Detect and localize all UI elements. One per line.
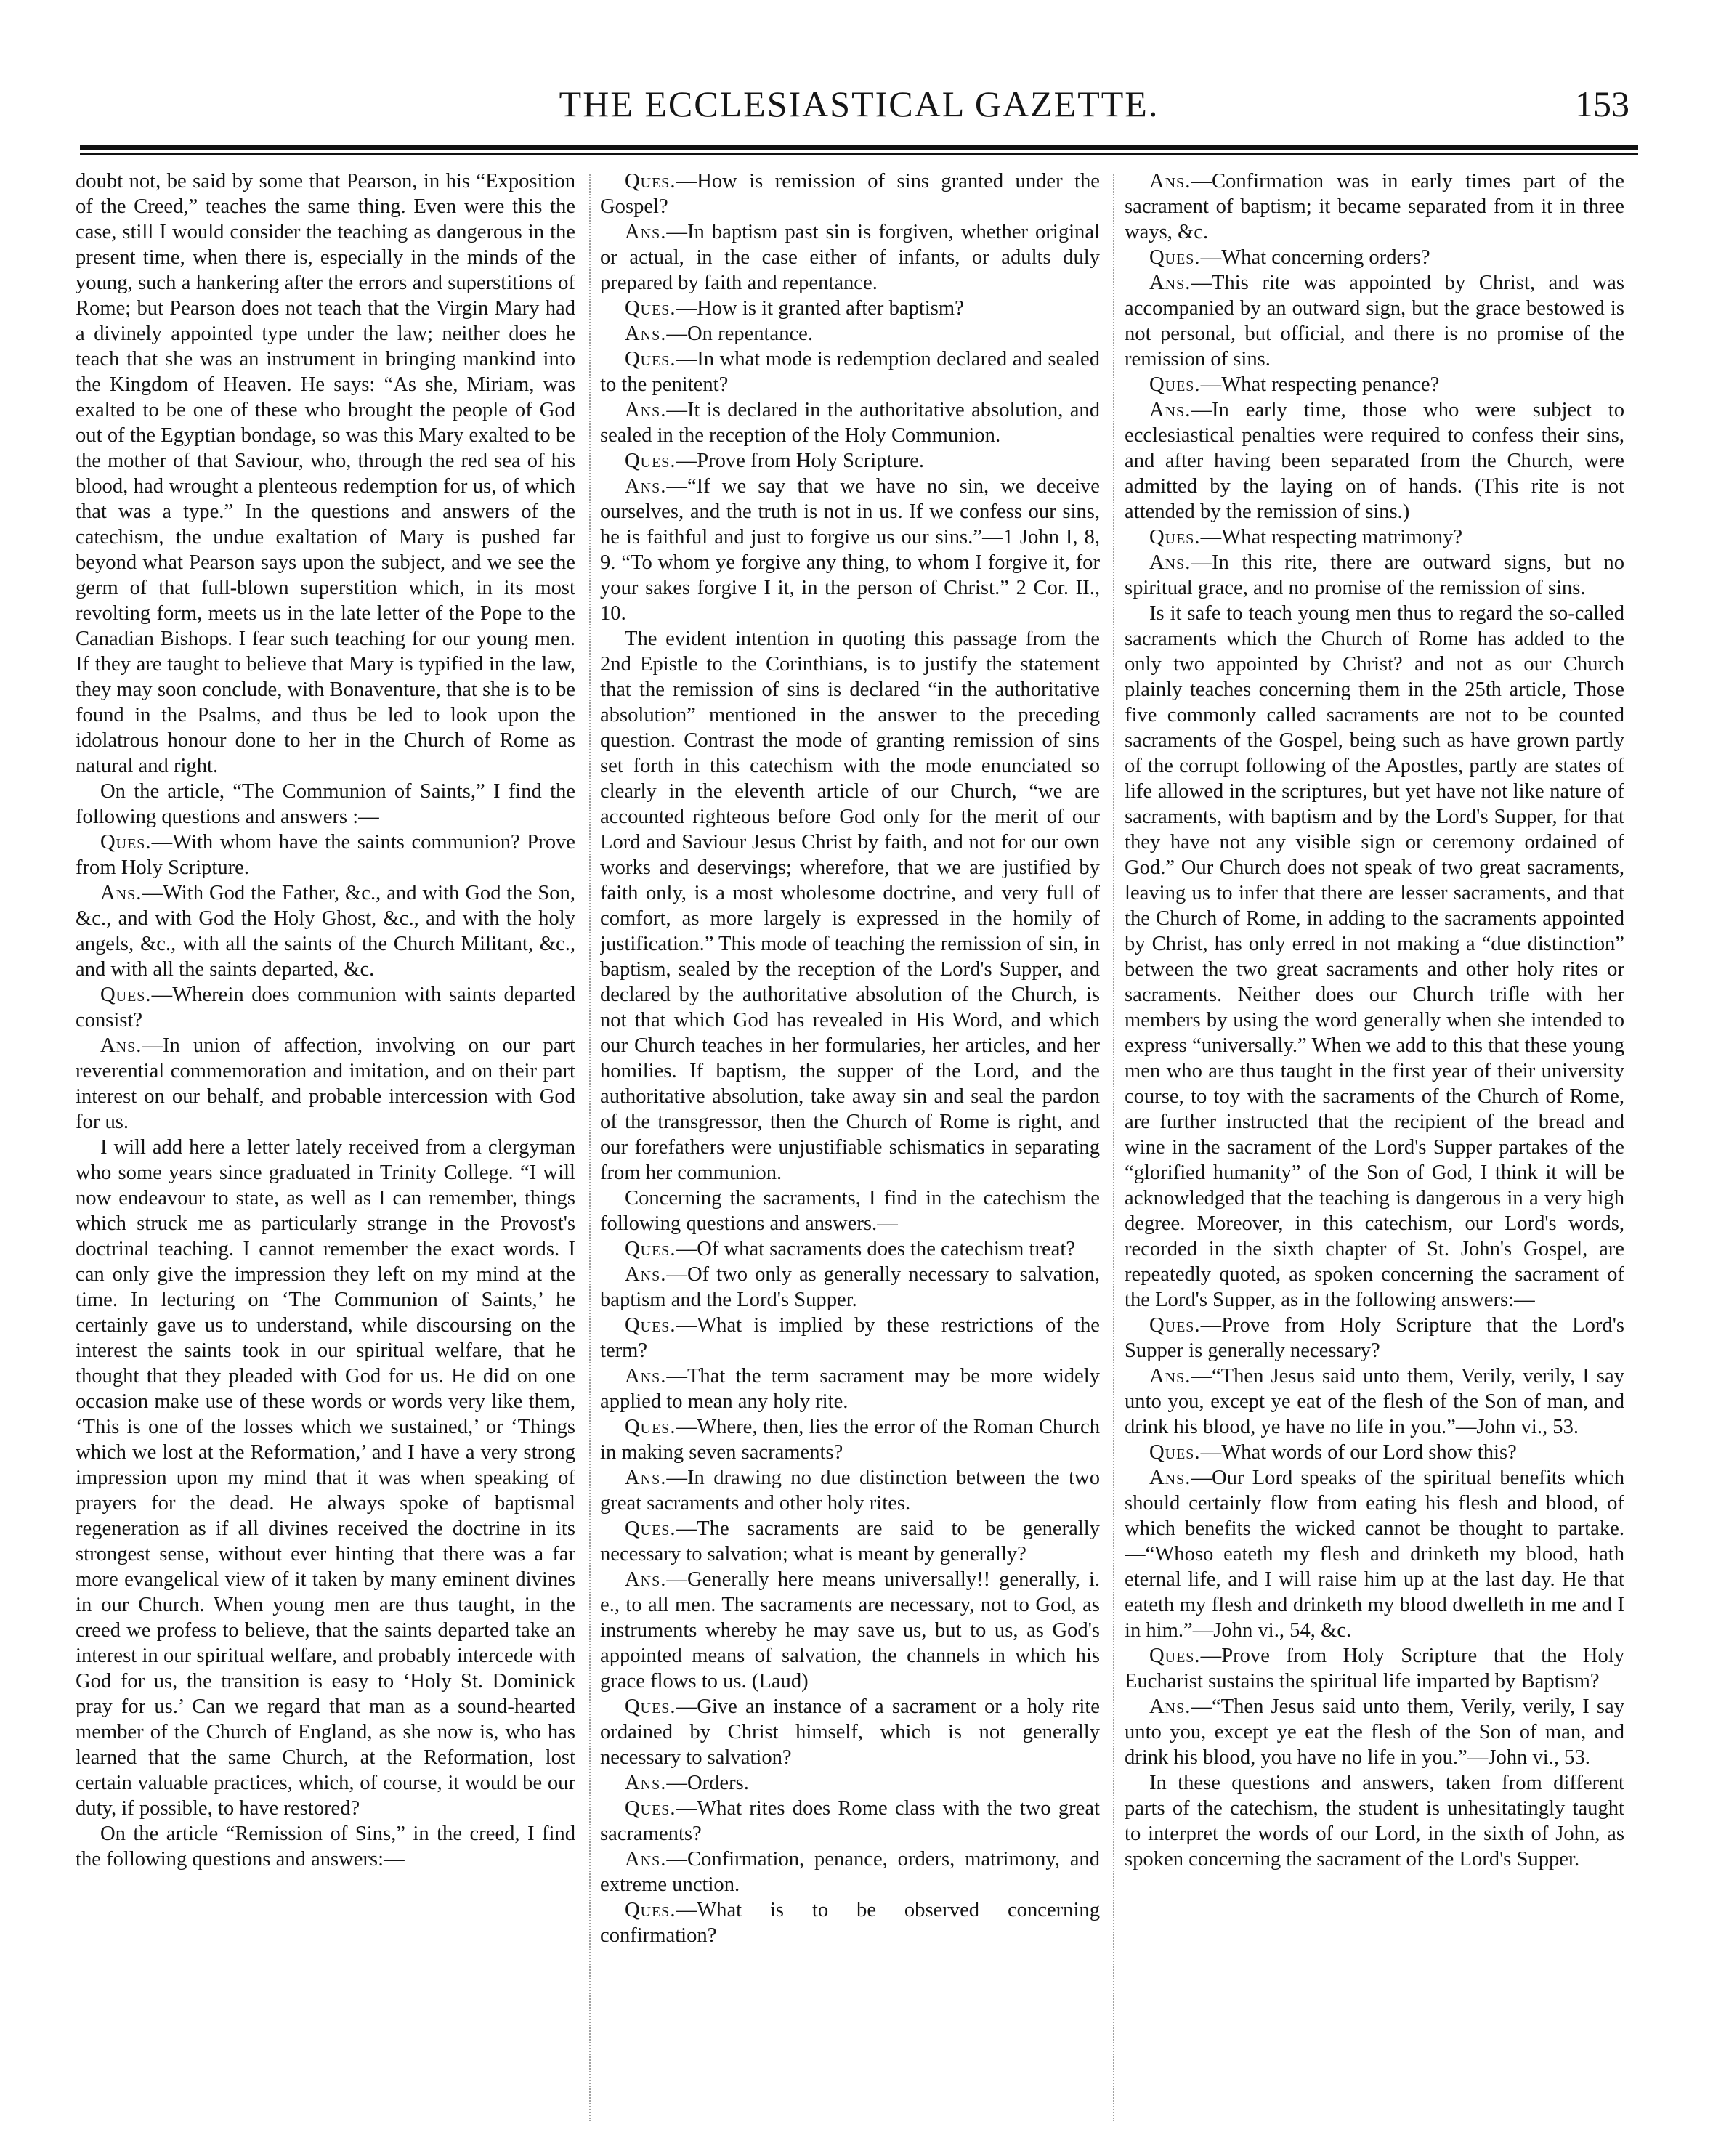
speaker-label: Ans. [625, 1848, 667, 1871]
speaker-label: Ques. [625, 297, 676, 320]
speaker-label: Ans. [1149, 1467, 1191, 1489]
paragraph-text: —How is it granted after baptism? [676, 297, 964, 320]
paragraph-text: —This rite was appointed by Christ, and was accompanied by an outward sign, but the grace bestowed is not personal, but official, and there is no promise of the remission of sins. [1125, 272, 1624, 370]
answer-paragraph [1125, 397, 1624, 524]
speaker-label: Ques. [625, 348, 676, 370]
speaker-label: Ques. [625, 450, 676, 472]
paragraph-text: —In drawing no due distinction between the two great sacraments and other holy rites. [600, 1467, 1100, 1515]
column-divider [1113, 174, 1114, 2121]
paragraph-text: In these questions and answers, taken from different parts of the catechism, the student is unhesitatingly taught to interpret the words of our Lord, in the sixth of John, as spoken concerning the sacrament of the Lord's Supper. [1125, 1772, 1624, 1871]
paragraph-text: On the article, “The Communion of Saints,” I find the following questions and answers :— [76, 780, 575, 828]
paragraph-text: —What respecting penance? [1200, 373, 1440, 396]
paragraph-text: —“Then Jesus said unto them, Verily, verily, I say unto you, except ye eat of the flesh of the Son of man, and drink his blood, ye have no life in you.”—John vi., 53. [1125, 1365, 1624, 1438]
paragraph-text: —Generally here means universally!! generally, i. e., to all men. The sacraments are necessary, not to God, as instruments whereby he may save us, but to us, as God's appointed means of salvation, the channels in which his grace flows to us. (Laud) [600, 1568, 1100, 1693]
paragraph-text: —Prove from Holy Scripture. [676, 450, 925, 472]
page-header [80, 78, 1638, 139]
speaker-label: Ans. [625, 475, 667, 498]
paragraph-text: —Of two only as generally necessary to salvation, baptism and the Lord's Supper. [600, 1263, 1100, 1311]
paragraph-text: —What is implied by these restrictions of the term? [600, 1314, 1100, 1362]
speaker-label: Ans. [625, 323, 667, 345]
question-paragraph [600, 448, 1100, 474]
answer-paragraph [600, 1847, 1100, 1897]
answer-paragraph [600, 1363, 1100, 1414]
question-paragraph [1125, 1440, 1624, 1465]
answer-paragraph [76, 1033, 575, 1135]
paragraph-text: —On repentance. [666, 323, 814, 345]
answer-paragraph [76, 880, 575, 982]
paragraph-text: Is it safe to teach young men thus to regard the so-called sacraments which the Church of Rome has added to the only two appointed by Christ? and not as our Church plainly teaches concerning them in the 25th article, Those five commonly called sacraments are not to be counted sacraments of the Gospel, being such as have grown partly of the corrupt following of the Apostles, partly are states of life allowed in the scriptures, but yet have not like nature of sacraments, with baptism and by the Lord's Supper, for that they have not any visible sign or ceremony ordained of God.” Our Church does not speak of two great sacraments, leaving us to infer that there are lesser sacraments, and that the Church of Rome, in adding to the sacraments appointed by Christ, has only erred in not making a “due distinction” between the two great sacraments and other holy rites or sacraments. Neither does our Church trifle with her members by using the word generally when she intended to express “universally.” When we add to this that these young men who are thus taught in the first year of their university course, to toy with the sacraments of the Church of Rome, are further instructed that the recipient of the bread and wine in the sacrament of the Lord's Supper partakes of the “glorified humanity” of the Son of God, I think it will be acknowledged that the teaching is dangerous in a very high degree. Moreover, in this catechism, our Lord's words, recorded in the sixth chapter of St. John's Gospel, are repeatedly quoted, as spoken concerning the sacrament of the Lord's Supper, as in the following answers:— [1125, 602, 1624, 1311]
speaker-label: Ques. [1149, 246, 1201, 269]
paragraph-text: —Wherein does communion with saints departed consist? [76, 984, 575, 1032]
speaker-label: Ans. [625, 221, 667, 243]
paragraph-text: —What respecting matrimony? [1200, 526, 1463, 548]
body-paragraph [1125, 1770, 1624, 1872]
paragraph-text: —Prove from Holy Scripture that the Lord's Supper is generally necessary? [1125, 1314, 1624, 1362]
masthead-title: THE ECCLESIASTICAL GAZETTE. [559, 84, 1159, 124]
answer-paragraph [600, 1465, 1100, 1516]
paragraph-text: —In union of affection, involving on our part reverential commemoration and imitation, and on their part interest on our behalf, and probable intercession with God for us. [76, 1034, 575, 1133]
body-paragraph [76, 169, 575, 779]
answer-paragraph [600, 1770, 1100, 1796]
paragraph-text: —In early time, those who were subject to ecclesiastical penalties were required to confess their sins, and after having been separated from the Church, were admitted by the laying on of hands. (This rite is not attended by the remission of sins.) [1125, 399, 1624, 523]
question-paragraph [1125, 524, 1624, 550]
paragraph-text: —“If we say that we have no sin, we deceive ourselves, and the truth is not in us. If we confess our sins, he is faithful and just to forgive us our sins.”—1 John I, 8, 9. “To whom ye forgive any thing, to whom I forgive it, for your sakes forgive I it, in the person of Christ.” 2 Cor. II., 10. [600, 475, 1100, 625]
answer-paragraph [1125, 1465, 1624, 1643]
question-paragraph [76, 830, 575, 880]
question-paragraph [600, 1516, 1100, 1567]
speaker-label: Ans. [625, 1467, 667, 1489]
paragraph-text: —What words of our Lord show this? [1200, 1441, 1517, 1464]
body-paragraph [76, 1821, 575, 1872]
speaker-label: Ans. [625, 399, 667, 421]
paragraph-text: —Of what sacraments does the catechism treat? [676, 1238, 1076, 1260]
speaker-label: Ans. [1149, 1365, 1191, 1387]
paragraph-text: —That the term sacrament may be more widely applied to mean any holy rite. [600, 1365, 1100, 1413]
speaker-label: Ques. [1149, 1314, 1201, 1337]
answer-paragraph [600, 321, 1100, 346]
speaker-label: Ques. [625, 170, 676, 192]
question-paragraph [600, 1414, 1100, 1465]
column-divider [589, 174, 591, 2121]
speaker-label: Ques. [1149, 373, 1201, 396]
answer-paragraph [600, 219, 1100, 296]
text-column-left [76, 169, 575, 2130]
question-paragraph [1125, 1643, 1624, 1694]
page-number: 153 [1575, 84, 1629, 124]
question-paragraph [76, 982, 575, 1033]
body-paragraph [600, 626, 1100, 1186]
body-paragraph [76, 1135, 575, 1821]
paragraph-text: —How is remission of sins granted under the Gospel? [600, 170, 1100, 218]
speaker-label: Ques. [1149, 526, 1201, 548]
paragraph-text: On the article “Remission of Sins,” in the creed, I find the following questions and answers:— [76, 1823, 575, 1871]
question-paragraph [1125, 245, 1624, 270]
speaker-label: Ques. [100, 984, 152, 1006]
answer-paragraph [600, 1567, 1100, 1694]
body-paragraph [76, 779, 575, 830]
paragraph-text: —With whom have the saints communion? Prove from Holy Scripture. [76, 831, 575, 879]
question-paragraph [600, 1236, 1100, 1262]
speaker-label: Ans. [100, 882, 142, 904]
paragraph-text: I will add here a letter lately received from a clergyman who some years since graduated in Trinity College. “I will now endeavour to state, as well as I can remember, things which struck me as particularly strange in the Provost's doctrinal teaching. I cannot remember the exact words. I can only give the impression they left on my mind at the time. In lecturing on ‘The Communion of Saints,’ he certainly gave us to understand, while discoursing on the interest the saints took in our spiritual welfare, that he thought that they pleaded with God for us. He did on one occasion make use of these words or words very like them, ‘This is one of the losses which we sustained,’ or ‘Things which we lost at the Reformation,’ and I have a very strong impression upon my mind that it was when speaking of prayers for the dead. He always spoke of baptismal regeneration as if all divines received the doctrine in its strongest sense, without ever hinting that there was a far more evangelical view of it taken by many eminent divines in our Church. When young men are thus taught, in the creed we profess to believe, that the saints departed take an interest in our spiritual welfare, and probably intercede with God for us, the transition is easy to ‘Holy St. Dominick pray for us.’ Can we regard that man as a sound-hearted member of the Church of England, as she now is, who has learned that the same Church, at the Reformation, lost certain valuable practices, which, of course, it would be our duty, if possible, to have restored? [76, 1136, 575, 1820]
paragraph-text: Concerning the sacraments, I find in the catechism the following questions and answers.— [600, 1187, 1100, 1235]
question-paragraph [600, 296, 1100, 321]
paragraph-text: —In this rite, there are outward signs, but no spiritual grace, and no promise of the remission of sins. [1125, 551, 1624, 599]
paragraph-text: —What rites does Rome class with the two great sacraments? [600, 1797, 1100, 1845]
speaker-label: Ques. [625, 1695, 676, 1718]
question-paragraph [600, 1694, 1100, 1770]
paragraph-text: —Orders. [666, 1772, 749, 1794]
body-paragraph [1125, 601, 1624, 1313]
paragraph-text: —With God the Father, &c., and with God the Son, &c., and with God the Holy Ghost, &c., and with the holy angels, &c., with all the saints of the Church Militant, &c., and with all the saints departed, &c. [76, 882, 575, 981]
paragraph-text: —It is declared in the authoritative absolution, and sealed in the reception of the Holy Communion. [600, 399, 1100, 447]
paragraph-text: doubt not, be said by some that Pearson, in his “Exposition of the Creed,” teaches the same thing. Even were this the case, still I would consider the teaching as dangerous in the present time, when there is, especially in the minds of the young, such a hankering after the errors and superstitions of Rome; but Pearson does not teach that the Virgin Mary had a divinely appointed type under the law; neither does he teach that she was an instrument in bringing mankind into the Kingdom of Heaven. He says: “As she, Miriam, was exalted to be one of these who brought the people of God out of the Egyptian bondage, so was this Mary exalted to be the mother of that Saviour, who, through the red sea of his blood, had wrought a plenteous redemption for us, of which that was a type.” In the questions and answers of the catechism, the undue exaltation of Mary is pushed far beyond what Pearson says upon the subject, and we see the germ of that full-blown superstition which, in its most revolting form, meets us in the late letter of the Pope to the Canadian Bishops. I fear such teaching for our young men. If they are taught to believe that Mary is typified in the law, they may soon conclude, with Bonaventure, that she is to be found in the Psalms, and thus be led to look upon the idolatrous honour done to her in the Church of Rome as natural and right. [76, 170, 575, 777]
speaker-label: Ans. [625, 1568, 667, 1591]
paragraph-text: —Our Lord speaks of the spiritual benefits which should certainly flow from eating his flesh and blood, of which benefits the wicked cannot be thought to partake.—“Whoso eateth my flesh and drinketh my blood, hath eternal life, and I will raise him up at the last day. He that eateth my flesh and drinketh my blood dwelleth in me and I in him.”—John vi., 54, &c. [1125, 1467, 1624, 1642]
paragraph-text: —The sacraments are said to be generally necessary to salvation; what is meant by generally? [600, 1517, 1100, 1565]
answer-paragraph [600, 1262, 1100, 1313]
text-column-right [1125, 169, 1624, 2130]
speaker-label: Ans. [625, 1365, 667, 1387]
speaker-label: Ans. [1149, 272, 1191, 294]
speaker-label: Ans. [625, 1263, 667, 1286]
speaker-label: Ques. [100, 831, 152, 854]
question-paragraph [1125, 1313, 1624, 1363]
paragraph-text: —Where, then, lies the error of the Roman Church in making seven sacraments? [600, 1416, 1100, 1464]
question-paragraph [600, 169, 1100, 219]
question-paragraph [1125, 372, 1624, 397]
answer-paragraph [600, 397, 1100, 448]
speaker-label: Ques. [625, 1517, 676, 1540]
speaker-label: Ques. [625, 1314, 676, 1337]
question-paragraph [600, 1313, 1100, 1363]
speaker-label: Ans. [625, 1772, 667, 1794]
speaker-label: Ques. [625, 1797, 676, 1820]
text-column-middle [600, 169, 1100, 2130]
paragraph-text: The evident intention in quoting this passage from the 2nd Epistle to the Corinthians, is to justify the statement that the remission of sins is declared “in the authoritative absolution” mentioned in the answer to the preceding question. Contrast the mode of granting remission of sins set forth in this catechism with the mode enunciated so clearly in the eleventh article of our Church, “we are accounted righteous before God only for the merit of our Lord and Saviour Jesus Christ by faith, and not for our own works and deservings; wherefore, that we are justified by faith only, is a most wholesome doctrine, and very full of comfort, as more largely is expressed in the homily of justification.” This mode of teaching the remission of sin, in baptism, sealed by the reception of the Lord's Supper, and declared by the authoritative absolution of the Church, is not that which God has revealed in His Word, and which our Church teaches in her formularies, her articles, and her homilies. If baptism, the supper of the Lord, and the authoritative absolution, take away sin and seal the pardon of the transgressor, then the Church of Rome is right, and our forefathers were unjustifiable schismatics in separating from her communion. [600, 628, 1100, 1184]
paragraph-text: —What concerning orders? [1200, 246, 1430, 269]
speaker-label: Ans. [1149, 551, 1191, 574]
speaker-label: Ans. [1149, 1695, 1191, 1718]
speaker-label: Ques. [625, 1238, 676, 1260]
header-rule-thick [80, 145, 1638, 150]
speaker-label: Ans. [100, 1034, 142, 1057]
question-paragraph [600, 1796, 1100, 1847]
paragraph-text: —What is to be observed concerning confirmation? [600, 1899, 1100, 1947]
speaker-label: Ques. [1149, 1645, 1201, 1667]
speaker-label: Ques. [625, 1416, 676, 1438]
answer-paragraph [1125, 550, 1624, 601]
paragraph-text: —Prove from Holy Scripture that the Holy Eucharist sustains the spiritual life imparted by Baptism? [1125, 1645, 1624, 1693]
header-rule-thin [80, 153, 1638, 155]
answer-paragraph [600, 474, 1100, 626]
answer-paragraph [1125, 270, 1624, 372]
speaker-label: Ques. [1149, 1441, 1201, 1464]
question-paragraph [600, 346, 1100, 397]
paragraph-text: —Give an instance of a sacrament or a holy rite ordained by Christ himself, which is not generally necessary to salvation? [600, 1695, 1100, 1769]
question-paragraph [600, 1897, 1100, 1948]
body-paragraph [600, 1186, 1100, 1236]
answer-paragraph [1125, 1363, 1624, 1440]
paragraph-text: —Confirmation was in early times part of the sacrament of baptism; it became separated from it in three ways, &c. [1125, 170, 1624, 243]
paragraph-text: —In baptism past sin is forgiven, whether original or actual, in the case either of infants, or adults duly prepared by faith and repentance. [600, 221, 1100, 294]
answer-paragraph [1125, 169, 1624, 245]
paragraph-text: —“Then Jesus said unto them, Verily, verily, I say unto you, except ye eat the flesh of the Son of man, and drink his blood, you have no life in you.”—John vi., 53. [1125, 1695, 1624, 1769]
speaker-label: Ans. [1149, 399, 1191, 421]
speaker-label: Ques. [625, 1899, 676, 1921]
speaker-label: Ans. [1149, 170, 1191, 192]
paragraph-text: —In what mode is redemption declared and sealed to the penitent? [600, 348, 1100, 396]
paragraph-text: —Confirmation, penance, orders, matrimony, and extreme unction. [600, 1848, 1100, 1896]
answer-paragraph [1125, 1694, 1624, 1770]
